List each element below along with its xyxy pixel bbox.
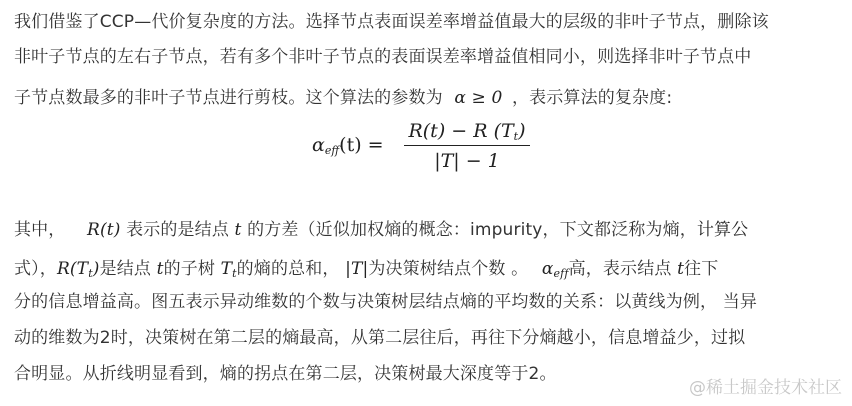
text: 的子树 xyxy=(163,259,216,279)
tt-text: T xyxy=(220,259,233,279)
r-of-tt-end: ) xyxy=(92,259,100,279)
r-of-tt-sub: t xyxy=(88,267,93,280)
paragraph2-line-3 xyxy=(14,286,757,318)
eff-subscript: eff xyxy=(324,144,340,157)
alpha-symbol: α xyxy=(312,134,325,156)
num-part-a: R(t) − R (T xyxy=(408,120,514,142)
alpha-text: α xyxy=(541,259,554,279)
fraction-bar xyxy=(404,145,530,146)
text: 是结点 xyxy=(99,259,152,279)
lhs-rest: (t) = xyxy=(339,134,384,156)
text: 式）， xyxy=(14,259,57,279)
text: 表示的是结点 xyxy=(120,220,229,240)
text: 分的信息增益高。图五表示异动维数的个数与决策树层结点熵的平均数的关系：以黄线为例， 当异 xyxy=(14,292,758,312)
paragraph2-line-5 xyxy=(14,358,557,390)
paragraph-line-2 xyxy=(14,41,751,73)
formula-term: 计算公 xyxy=(696,220,749,240)
text: 非叶子节点的左右子节点，若有多个非叶子节点的表面误差率增益值相同小，则选择非叶子节点中 xyxy=(14,47,752,67)
num-sub: t xyxy=(513,130,519,143)
formula-numerator xyxy=(404,118,530,144)
r-of-t-math: R(t) xyxy=(87,220,121,240)
r-of-tt-math xyxy=(57,259,100,279)
formula-fraction xyxy=(404,118,530,174)
paragraph-line-3 xyxy=(14,82,672,114)
text: 子节点数最多的非叶子节点进行剪枝。这个算法的参数为 xyxy=(14,88,443,108)
t-math: t xyxy=(677,259,685,279)
alpha-condition-math: α ≥ 0 xyxy=(454,88,503,108)
text: 的方差（近似加权熵的概念：impurity，下文都泛称为熵， xyxy=(241,220,697,240)
paragraph2-line-4 xyxy=(14,322,745,354)
alpha-eff-sub: eff xyxy=(553,267,569,280)
tt-sub: t xyxy=(232,267,237,280)
formula-lhs xyxy=(312,134,384,157)
t-math: t xyxy=(156,259,164,279)
text: 高，表示结点 xyxy=(568,259,672,279)
text: 的熵的总和， xyxy=(236,259,340,279)
r-of-tt-text: R(T xyxy=(56,259,89,279)
text: 动的维数为2时，决策树在第二层的熵最高，从第二层往后，再往下分熵越小，信息增益少，过拟 xyxy=(14,328,746,348)
text: 为决策树结点个数 。 xyxy=(368,259,529,279)
num-part-b: ) xyxy=(518,120,526,142)
text: 其中， xyxy=(14,220,66,240)
text: 合明显。从折线明显看到，熵的拐点在第二层，决策树最大深度等于2。 xyxy=(14,364,557,384)
text: ，表示算法的复杂度: xyxy=(511,88,673,108)
alpha-eff-math xyxy=(542,259,569,279)
abs-t-math: |T| xyxy=(345,259,369,279)
paragraph2-line-1 xyxy=(14,214,748,246)
tt-math xyxy=(221,259,237,279)
site-watermark: @稀土掘金技术社区 xyxy=(689,378,842,398)
text: 往下 xyxy=(684,259,719,279)
paragraph-line-1 xyxy=(14,6,769,38)
t-math: t xyxy=(234,220,242,240)
paragraph2-line-2 xyxy=(14,253,718,285)
formula-denominator: |T| − 1 xyxy=(434,150,500,172)
text: 我们借鉴了CCP—代价复杂度的方法。选择节点表面误差率增益值最大的层级的非叶子节点，删除该 xyxy=(14,12,769,32)
